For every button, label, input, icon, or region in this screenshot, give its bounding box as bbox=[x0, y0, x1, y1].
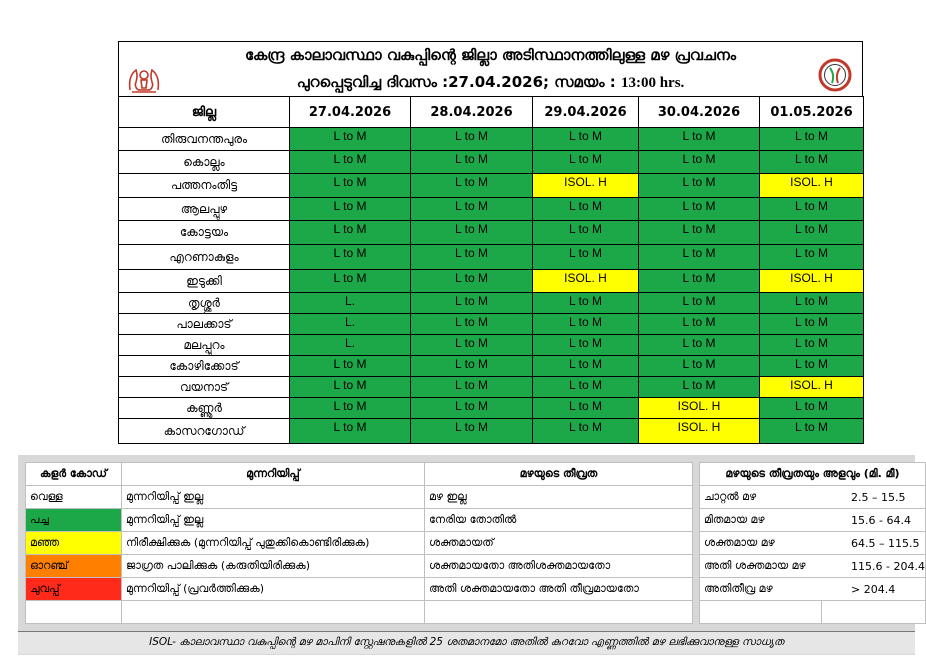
date-header: 30.04.2026 bbox=[639, 97, 760, 128]
intensity-range: 15.6 - 64.4 bbox=[821, 509, 925, 532]
forecast-cell: L to M bbox=[290, 398, 411, 419]
empty-cell bbox=[425, 601, 693, 624]
forecast-cell: L to M bbox=[290, 198, 411, 221]
forecast-cell: L to M bbox=[639, 151, 760, 174]
isol-footnote: ISOL- കാലാവസ്ഥാ വകുപ്പിന്റെ മഴ മാപിനി സ്റ്റേഷനുകളിൽ 25 ശതമാനമോ അതിൽ കുറവോ എണ്ണത്തിൽ മഴ ലഭിക്കുവാനുള്ള സാധ്യത bbox=[18, 631, 915, 654]
color-code-header: കളർ കോഡ് bbox=[26, 463, 122, 486]
forecast-cell: ISOL. H bbox=[639, 398, 760, 419]
intensity-text: മഴ ഇല്ല bbox=[425, 486, 693, 509]
forecast-cell: L to M bbox=[639, 314, 760, 335]
district-header: ജില്ല bbox=[119, 97, 290, 128]
district-name: തിരുവനന്തപുരം bbox=[119, 128, 290, 151]
intensity-name: അതി ശക്തമായ മഴ bbox=[700, 555, 822, 578]
forecast-cell: L to M bbox=[760, 221, 864, 245]
color-swatch: പച്ച bbox=[26, 509, 122, 532]
forecast-cell: L to M bbox=[533, 293, 639, 314]
intensity-range: 115.6 - 204.4 bbox=[821, 555, 925, 578]
empty-cell bbox=[821, 601, 925, 624]
forecast-cell: ISOL. H bbox=[533, 174, 639, 198]
forecast-cell: L to M bbox=[533, 419, 639, 444]
warning-text: മുന്നറിയിപ്പ് (പ്രവർത്തിക്കുക) bbox=[122, 578, 425, 601]
warning-text: മുന്നറിയിപ്പ് ഇല്ല bbox=[122, 509, 425, 532]
intensity-empty-row bbox=[700, 601, 926, 624]
intensity-name: ശക്തമായ മഴ bbox=[700, 532, 822, 555]
warning-text: ജാഗ്രത പാലിക്കുക (കരുതിയിരിക്കുക) bbox=[122, 555, 425, 578]
intensity-row bbox=[700, 555, 926, 578]
kerala-emblem-icon bbox=[124, 62, 164, 94]
forecast-cell: ISOL. H bbox=[760, 270, 864, 293]
forecast-cell: L to M bbox=[639, 221, 760, 245]
legend-row bbox=[26, 555, 693, 578]
forecast-cell: L to M bbox=[533, 335, 639, 356]
district-name: കണ്ണൂർ bbox=[119, 398, 290, 419]
forecast-row bbox=[119, 314, 864, 335]
forecast-cell: L. bbox=[290, 335, 411, 356]
forecast-cell: ISOL. H bbox=[760, 377, 864, 398]
empty-cell bbox=[122, 601, 425, 624]
forecast-cell: L to M bbox=[290, 128, 411, 151]
intensity-row bbox=[700, 486, 926, 509]
issue-date-label: പുറപ്പെടുവിച്ച ദിവസം :27.04.2026; സമയം : bbox=[296, 73, 621, 91]
forecast-row bbox=[119, 245, 864, 270]
date-header: 29.04.2026 bbox=[533, 97, 639, 128]
forecast-cell: L to M bbox=[760, 245, 864, 270]
legend-empty-row bbox=[26, 601, 693, 624]
forecast-cell: ISOL. H bbox=[533, 270, 639, 293]
color-swatch: മഞ്ഞ bbox=[26, 532, 122, 555]
intensity-name: അതിതീവ്ര മഴ bbox=[700, 578, 822, 601]
forecast-cell: L to M bbox=[411, 314, 533, 335]
forecast-cell: L to M bbox=[533, 245, 639, 270]
forecast-row bbox=[119, 128, 864, 151]
forecast-cell: L to M bbox=[639, 270, 760, 293]
forecast-row bbox=[119, 377, 864, 398]
legend-row bbox=[26, 486, 693, 509]
forecast-cell: L to M bbox=[760, 335, 864, 356]
district-name: കോട്ടയം bbox=[119, 221, 290, 245]
forecast-cell: L to M bbox=[290, 270, 411, 293]
forecast-row bbox=[119, 293, 864, 314]
intensity-row bbox=[700, 509, 926, 532]
forecast-title-box bbox=[118, 41, 863, 96]
intensity-name: ചാറ്റൽ മഴ bbox=[700, 486, 822, 509]
forecast-cell: L to M bbox=[290, 356, 411, 377]
intensity-text: അതി ശക്തമായതോ അതി തീവ്രമായതോ bbox=[425, 578, 693, 601]
forecast-cell: L to M bbox=[290, 174, 411, 198]
intensity-range: 2.5 – 15.5 bbox=[821, 486, 925, 509]
district-name: കൊല്ലം bbox=[119, 151, 290, 174]
forecast-row bbox=[119, 270, 864, 293]
forecast-cell: L to M bbox=[290, 151, 411, 174]
district-name: കോഴിക്കോട് bbox=[119, 356, 290, 377]
rainfall-intensity-table bbox=[699, 462, 926, 624]
intensity-row bbox=[700, 532, 926, 555]
forecast-header-row bbox=[119, 97, 864, 128]
forecast-cell: L to M bbox=[290, 245, 411, 270]
forecast-cell: L. bbox=[290, 293, 411, 314]
color-code-legend bbox=[25, 462, 693, 624]
forecast-cell: L to M bbox=[639, 293, 760, 314]
district-name: ആലപ്പുഴ bbox=[119, 198, 290, 221]
forecast-row bbox=[119, 419, 864, 444]
intensity-range: 64.5 – 115.5 bbox=[821, 532, 925, 555]
issue-time: 13:00 hrs. bbox=[620, 75, 685, 91]
forecast-cell: L to M bbox=[760, 419, 864, 444]
forecast-cell: L to M bbox=[639, 356, 760, 377]
empty-cell bbox=[700, 601, 822, 624]
legend-header-row bbox=[26, 463, 693, 486]
forecast-cell: L to M bbox=[411, 270, 533, 293]
district-name: ഇടുക്കി bbox=[119, 270, 290, 293]
date-header: 27.04.2026 bbox=[290, 97, 411, 128]
color-swatch: ചുവപ്പ് bbox=[26, 578, 122, 601]
forecast-row bbox=[119, 174, 864, 198]
forecast-cell: L to M bbox=[533, 221, 639, 245]
forecast-row bbox=[119, 356, 864, 377]
forecast-row bbox=[119, 198, 864, 221]
forecast-cell: L to M bbox=[760, 198, 864, 221]
forecast-cell: L to M bbox=[760, 293, 864, 314]
district-name: മലപ്പുറം bbox=[119, 335, 290, 356]
district-name: കാസറഗോഡ് bbox=[119, 419, 290, 444]
district-name: വയനാട് bbox=[119, 377, 290, 398]
intensity-amount-header: മഴയുടെ തീവ്രതയും അളവും (മി. മീ) bbox=[700, 463, 926, 486]
legend-row bbox=[26, 509, 693, 532]
forecast-cell: L to M bbox=[760, 398, 864, 419]
intensity-range: > 204.4 bbox=[821, 578, 925, 601]
forecast-cell: L to M bbox=[533, 314, 639, 335]
forecast-cell: L to M bbox=[290, 419, 411, 444]
intensity-row bbox=[700, 578, 926, 601]
intensity-header-row bbox=[700, 463, 926, 486]
forecast-table bbox=[118, 96, 864, 444]
forecast-cell: L to M bbox=[411, 377, 533, 398]
intensity-name: മിതമായ മഴ bbox=[700, 509, 822, 532]
forecast-cell: L to M bbox=[411, 221, 533, 245]
forecast-cell: ISOL. H bbox=[760, 174, 864, 198]
forecast-cell: L to M bbox=[639, 128, 760, 151]
forecast-cell: L to M bbox=[639, 335, 760, 356]
intensity-text: ശക്തമായത് bbox=[425, 532, 693, 555]
date-header: 01.05.2026 bbox=[760, 97, 864, 128]
issue-date-line bbox=[119, 73, 862, 92]
forecast-cell: L to M bbox=[411, 245, 533, 270]
forecast-cell: L to M bbox=[411, 356, 533, 377]
forecast-cell: L to M bbox=[411, 198, 533, 221]
page-title: കേന്ദ്ര കാലാവസ്ഥാ വകുപ്പിന്റെ ജില്ലാ അടിസ്ഥാനത്തിലുള്ള മഴ പ്രവചനം bbox=[244, 46, 737, 64]
forecast-cell: L to M bbox=[639, 198, 760, 221]
forecast-cell: L to M bbox=[760, 128, 864, 151]
intensity-text: ശക്തമായതോ അതിശക്തമായതോ bbox=[425, 555, 693, 578]
forecast-cell: L to M bbox=[760, 151, 864, 174]
color-swatch: വെള്ള bbox=[26, 486, 122, 509]
forecast-cell: L to M bbox=[533, 198, 639, 221]
forecast-cell: L to M bbox=[533, 151, 639, 174]
forecast-cell: L to M bbox=[411, 335, 533, 356]
empty-cell bbox=[26, 601, 122, 624]
forecast-cell: L to M bbox=[533, 356, 639, 377]
forecast-cell: L to M bbox=[639, 174, 760, 198]
legend-row bbox=[26, 532, 693, 555]
forecast-cell: L to M bbox=[411, 151, 533, 174]
district-name: പാലക്കാട് bbox=[119, 314, 290, 335]
forecast-cell: L to M bbox=[639, 377, 760, 398]
intensity-text: നേരിയ തോതിൽ bbox=[425, 509, 693, 532]
forecast-cell: L to M bbox=[411, 398, 533, 419]
forecast-cell: L to M bbox=[290, 221, 411, 245]
forecast-cell: L to M bbox=[411, 419, 533, 444]
forecast-row bbox=[119, 221, 864, 245]
imd-logo-icon bbox=[818, 58, 852, 92]
warning-text: നിരീക്ഷിക്കുക (മുന്നറിയിപ്പ് പുതുക്കികൊണ്ടിരിക്കുക) bbox=[122, 532, 425, 555]
forecast-cell: L to M bbox=[290, 377, 411, 398]
legend-row bbox=[26, 578, 693, 601]
forecast-cell: L to M bbox=[533, 377, 639, 398]
district-name: പത്തനംതിട്ട bbox=[119, 174, 290, 198]
color-swatch: ഓറഞ്ച് bbox=[26, 555, 122, 578]
forecast-row bbox=[119, 151, 864, 174]
forecast-row bbox=[119, 398, 864, 419]
warning-header: മുന്നറിയിപ്പ് bbox=[122, 463, 425, 486]
forecast-cell: L to M bbox=[760, 356, 864, 377]
forecast-cell: ISOL. H bbox=[639, 419, 760, 444]
forecast-cell: L to M bbox=[533, 398, 639, 419]
intensity-header: മഴയുടെ തീവ്രത bbox=[425, 463, 693, 486]
forecast-cell: L to M bbox=[411, 293, 533, 314]
district-name: എറണാകുളം bbox=[119, 245, 290, 270]
forecast-cell: L to M bbox=[411, 174, 533, 198]
forecast-row bbox=[119, 335, 864, 356]
forecast-cell: L to M bbox=[533, 128, 639, 151]
forecast-cell: L to M bbox=[639, 245, 760, 270]
forecast-cell: L. bbox=[290, 314, 411, 335]
date-header: 28.04.2026 bbox=[411, 97, 533, 128]
warning-text: മുന്നറിയിപ്പ് ഇല്ല bbox=[122, 486, 425, 509]
district-name: തൃശ്ശൂർ bbox=[119, 293, 290, 314]
forecast-cell: L to M bbox=[760, 314, 864, 335]
forecast-cell: L to M bbox=[411, 128, 533, 151]
